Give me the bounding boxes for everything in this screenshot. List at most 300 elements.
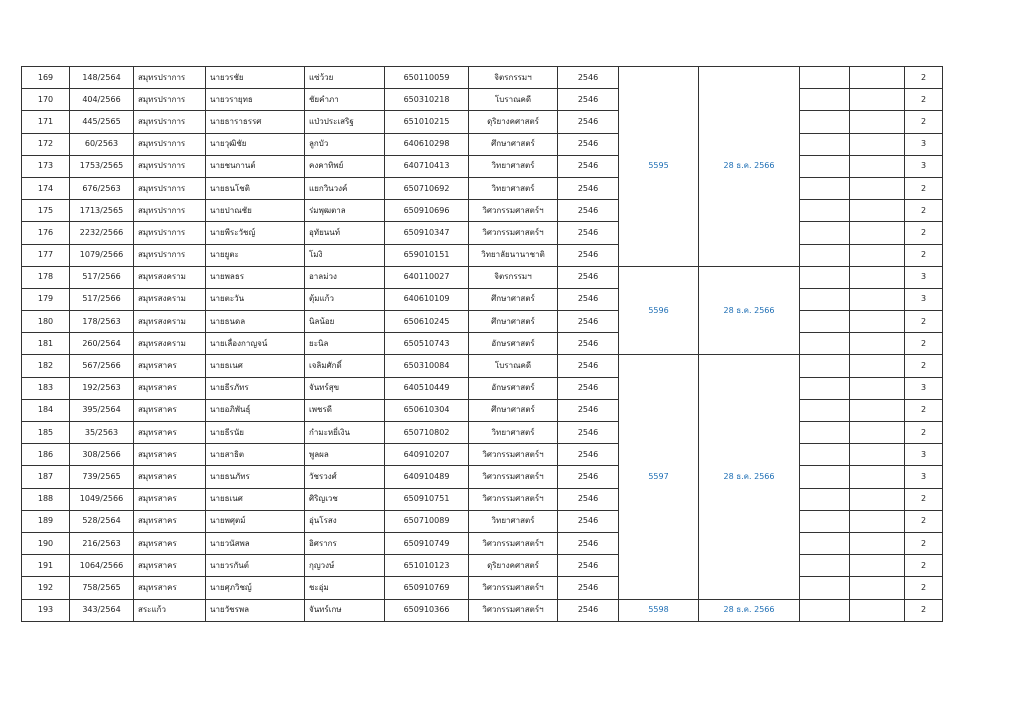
- birth-year-cell: 2546: [558, 599, 619, 621]
- last-name-cell: อุทัยนนท์: [305, 222, 385, 244]
- last-name-cell: นิลน้อย: [305, 311, 385, 333]
- blank-cell-b: [850, 222, 905, 244]
- last-name-cell: พูลผล: [305, 444, 385, 466]
- last-name-cell: ยะนิล: [305, 333, 385, 355]
- last-name-cell: คงคาทิพย์: [305, 155, 385, 177]
- blank-cell-a: [800, 577, 850, 599]
- blank-cell-a: [800, 333, 850, 355]
- province-cell: สมุทรสงคราม: [134, 266, 206, 288]
- reference-number-cell: 1064/2566: [70, 555, 134, 577]
- last-name-cell: โมงิ: [305, 244, 385, 266]
- blank-cell-b: [850, 200, 905, 222]
- batch-number-cell: 5598: [619, 599, 699, 621]
- count-cell: 3: [905, 266, 943, 288]
- province-cell: สมุทรสงคราม: [134, 311, 206, 333]
- province-cell: สมุทรสาคร: [134, 532, 206, 554]
- student-id-cell: 659010151: [385, 244, 469, 266]
- last-name-cell: ร่มพุฒตาล: [305, 200, 385, 222]
- student-id-cell: 650710692: [385, 177, 469, 199]
- count-cell: 2: [905, 599, 943, 621]
- province-cell: สมุทรสาคร: [134, 488, 206, 510]
- birth-year-cell: 2546: [558, 577, 619, 599]
- table-row: [22, 266, 943, 288]
- table-row: [22, 244, 943, 266]
- reference-number-cell: 517/2566: [70, 288, 134, 310]
- batch-number-cell: 5597: [619, 355, 699, 599]
- row-number-cell: 177: [22, 244, 70, 266]
- student-id-cell: 650610245: [385, 311, 469, 333]
- last-name-cell: กำมะหยี่เงิน: [305, 422, 385, 444]
- faculty-cell: ศึกษาศาสตร์: [469, 399, 558, 421]
- count-cell: 2: [905, 532, 943, 554]
- reference-number-cell: 567/2566: [70, 355, 134, 377]
- last-name-cell: ตุ้มแก้ว: [305, 288, 385, 310]
- faculty-cell: วิศวกรรมศาสตร์ฯ: [469, 599, 558, 621]
- row-number-cell: 170: [22, 89, 70, 111]
- last-name-cell: วัชรวงศ์: [305, 466, 385, 488]
- first-name-cell: นายวรายุทธ: [206, 89, 305, 111]
- province-cell: สระแก้ว: [134, 599, 206, 621]
- first-name-cell: นายตะวัน: [206, 288, 305, 310]
- table-row: [22, 155, 943, 177]
- blank-cell-a: [800, 488, 850, 510]
- table-row: [22, 288, 943, 310]
- faculty-cell: ดุริยางคศาสตร์: [469, 555, 558, 577]
- faculty-cell: วิทยาศาสตร์: [469, 177, 558, 199]
- birth-year-cell: 2546: [558, 510, 619, 532]
- province-cell: สมุทรสาคร: [134, 355, 206, 377]
- province-cell: สมุทรสงคราม: [134, 288, 206, 310]
- row-number-cell: 179: [22, 288, 70, 310]
- reference-number-cell: 528/2564: [70, 510, 134, 532]
- blank-cell-b: [850, 355, 905, 377]
- table-row: [22, 532, 943, 554]
- first-name-cell: นายวุฒิชัย: [206, 133, 305, 155]
- row-number-cell: 171: [22, 111, 70, 133]
- faculty-cell: โบราณคดี: [469, 89, 558, 111]
- blank-cell-b: [850, 177, 905, 199]
- reference-number-cell: 1079/2566: [70, 244, 134, 266]
- blank-cell-b: [850, 444, 905, 466]
- first-name-cell: นายวรกันต์: [206, 555, 305, 577]
- count-cell: 3: [905, 377, 943, 399]
- blank-cell-a: [800, 111, 850, 133]
- first-name-cell: นายพีระวัชญ์: [206, 222, 305, 244]
- province-cell: สมุทรสาคร: [134, 466, 206, 488]
- blank-cell-a: [800, 67, 850, 89]
- first-name-cell: นายธีรภัทร: [206, 377, 305, 399]
- batch-date-cell: 28 ธ.ค. 2566: [699, 266, 800, 355]
- first-name-cell: นายวัชรพล: [206, 599, 305, 621]
- row-number-cell: 181: [22, 333, 70, 355]
- blank-cell-b: [850, 244, 905, 266]
- batch-date-cell: 28 ธ.ค. 2566: [699, 355, 800, 599]
- row-number-cell: 188: [22, 488, 70, 510]
- birth-year-cell: 2546: [558, 422, 619, 444]
- province-cell: สมุทรปราการ: [134, 200, 206, 222]
- table-row: [22, 133, 943, 155]
- birth-year-cell: 2546: [558, 532, 619, 554]
- blank-cell-b: [850, 599, 905, 621]
- faculty-cell: วิศวกรรมศาสตร์ฯ: [469, 444, 558, 466]
- reference-number-cell: 404/2566: [70, 89, 134, 111]
- blank-cell-b: [850, 466, 905, 488]
- table-row: [22, 399, 943, 421]
- first-name-cell: นายเลื่องกาญจน์: [206, 333, 305, 355]
- province-cell: สมุทรปราการ: [134, 222, 206, 244]
- first-name-cell: นายธเนศ: [206, 355, 305, 377]
- reference-number-cell: 308/2566: [70, 444, 134, 466]
- province-cell: สมุทรปราการ: [134, 111, 206, 133]
- count-cell: 2: [905, 67, 943, 89]
- birth-year-cell: 2546: [558, 89, 619, 111]
- birth-year-cell: 2546: [558, 155, 619, 177]
- blank-cell-b: [850, 510, 905, 532]
- reference-number-cell: 216/2563: [70, 532, 134, 554]
- last-name-cell: เพชรดี: [305, 399, 385, 421]
- student-id-cell: 650910696: [385, 200, 469, 222]
- reference-number-cell: 192/2563: [70, 377, 134, 399]
- reference-number-cell: 758/2565: [70, 577, 134, 599]
- student-id-cell: 640610298: [385, 133, 469, 155]
- count-cell: 2: [905, 355, 943, 377]
- count-cell: 2: [905, 311, 943, 333]
- count-cell: 3: [905, 444, 943, 466]
- province-cell: สมุทรปราการ: [134, 67, 206, 89]
- blank-cell-a: [800, 244, 850, 266]
- province-cell: สมุทรปราการ: [134, 133, 206, 155]
- batch-date-cell: 28 ธ.ค. 2566: [699, 599, 800, 621]
- last-name-cell: แยกวินวงค์: [305, 177, 385, 199]
- count-cell: 3: [905, 466, 943, 488]
- last-name-cell: ชัยคำภา: [305, 89, 385, 111]
- faculty-cell: อักษรศาสตร์: [469, 333, 558, 355]
- blank-cell-a: [800, 422, 850, 444]
- province-cell: สมุทรปราการ: [134, 89, 206, 111]
- count-cell: 2: [905, 222, 943, 244]
- student-id-cell: 650910749: [385, 532, 469, 554]
- blank-cell-b: [850, 111, 905, 133]
- student-id-cell: 650310218: [385, 89, 469, 111]
- row-number-cell: 172: [22, 133, 70, 155]
- first-name-cell: นายธเนศ: [206, 488, 305, 510]
- row-number-cell: 193: [22, 599, 70, 621]
- birth-year-cell: 2546: [558, 466, 619, 488]
- table-row: [22, 200, 943, 222]
- birth-year-cell: 2546: [558, 288, 619, 310]
- blank-cell-a: [800, 555, 850, 577]
- first-name-cell: นายธาราธรรศ: [206, 111, 305, 133]
- birth-year-cell: 2546: [558, 244, 619, 266]
- row-number-cell: 184: [22, 399, 70, 421]
- reference-number-cell: 2232/2566: [70, 222, 134, 244]
- student-id-cell: 640610109: [385, 288, 469, 310]
- blank-cell-a: [800, 311, 850, 333]
- row-number-cell: 186: [22, 444, 70, 466]
- blank-cell-a: [800, 510, 850, 532]
- blank-cell-a: [800, 222, 850, 244]
- row-number-cell: 187: [22, 466, 70, 488]
- blank-cell-a: [800, 155, 850, 177]
- last-name-cell: กุญวงษ์: [305, 555, 385, 577]
- blank-cell-a: [800, 133, 850, 155]
- province-cell: สมุทรปราการ: [134, 244, 206, 266]
- blank-cell-b: [850, 89, 905, 111]
- blank-cell-b: [850, 133, 905, 155]
- row-number-cell: 175: [22, 200, 70, 222]
- row-number-cell: 192: [22, 577, 70, 599]
- table-row: [22, 466, 943, 488]
- table-row: [22, 355, 943, 377]
- table-row: [22, 599, 943, 621]
- reference-number-cell: 1713/2565: [70, 200, 134, 222]
- blank-cell-b: [850, 377, 905, 399]
- count-cell: 2: [905, 200, 943, 222]
- province-cell: สมุทรปราการ: [134, 177, 206, 199]
- blank-cell-b: [850, 155, 905, 177]
- reference-number-cell: 445/2565: [70, 111, 134, 133]
- birth-year-cell: 2546: [558, 200, 619, 222]
- blank-cell-b: [850, 577, 905, 599]
- row-number-cell: 174: [22, 177, 70, 199]
- first-name-cell: นายศุภวิชญ์: [206, 577, 305, 599]
- blank-cell-a: [800, 200, 850, 222]
- province-cell: สมุทรสาคร: [134, 377, 206, 399]
- count-cell: 3: [905, 288, 943, 310]
- reference-number-cell: 676/2563: [70, 177, 134, 199]
- blank-cell-b: [850, 532, 905, 554]
- batch-date-cell: 28 ธ.ค. 2566: [699, 67, 800, 267]
- blank-cell-b: [850, 266, 905, 288]
- blank-cell-b: [850, 488, 905, 510]
- faculty-cell: ดุริยางคศาสตร์: [469, 111, 558, 133]
- blank-cell-a: [800, 444, 850, 466]
- last-name-cell: อาลม่วง: [305, 266, 385, 288]
- first-name-cell: นายวรชัย: [206, 67, 305, 89]
- student-id-cell: 650910347: [385, 222, 469, 244]
- table-row: [22, 111, 943, 133]
- blank-cell-a: [800, 377, 850, 399]
- row-number-cell: 180: [22, 311, 70, 333]
- first-name-cell: นายยูตะ: [206, 244, 305, 266]
- count-cell: 2: [905, 488, 943, 510]
- birth-year-cell: 2546: [558, 333, 619, 355]
- row-number-cell: 185: [22, 422, 70, 444]
- faculty-cell: วิศวกรรมศาสตร์ฯ: [469, 466, 558, 488]
- student-id-cell: 640910207: [385, 444, 469, 466]
- faculty-cell: วิทยาลัยนานาชาติ: [469, 244, 558, 266]
- table-body: [22, 67, 943, 622]
- table-row: [22, 333, 943, 355]
- student-id-cell: 650910769: [385, 577, 469, 599]
- count-cell: 2: [905, 333, 943, 355]
- first-name-cell: นายอภิพันธุ์: [206, 399, 305, 421]
- student-id-cell: 651010123: [385, 555, 469, 577]
- birth-year-cell: 2546: [558, 444, 619, 466]
- faculty-cell: อักษรศาสตร์: [469, 377, 558, 399]
- reference-number-cell: 739/2565: [70, 466, 134, 488]
- last-name-cell: แป่วประเสริฐ: [305, 111, 385, 133]
- faculty-cell: ศึกษาศาสตร์: [469, 133, 558, 155]
- student-list-table: [21, 66, 943, 622]
- blank-cell-b: [850, 555, 905, 577]
- birth-year-cell: 2546: [558, 311, 619, 333]
- table-row: [22, 577, 943, 599]
- first-name-cell: นายชนกานต์: [206, 155, 305, 177]
- blank-cell-a: [800, 466, 850, 488]
- table-row: [22, 422, 943, 444]
- faculty-cell: วิศวกรรมศาสตร์ฯ: [469, 488, 558, 510]
- reference-number-cell: 178/2563: [70, 311, 134, 333]
- province-cell: สมุทรปราการ: [134, 155, 206, 177]
- faculty-cell: วิทยาศาสตร์: [469, 155, 558, 177]
- faculty-cell: วิศวกรรมศาสตร์ฯ: [469, 222, 558, 244]
- student-id-cell: 650910366: [385, 599, 469, 621]
- faculty-cell: วิทยาศาสตร์: [469, 422, 558, 444]
- row-number-cell: 183: [22, 377, 70, 399]
- first-name-cell: นายปาณชัย: [206, 200, 305, 222]
- student-id-cell: 640510449: [385, 377, 469, 399]
- birth-year-cell: 2546: [558, 266, 619, 288]
- blank-cell-b: [850, 422, 905, 444]
- count-cell: 2: [905, 510, 943, 532]
- count-cell: 2: [905, 244, 943, 266]
- row-number-cell: 182: [22, 355, 70, 377]
- first-name-cell: นายพลธร: [206, 266, 305, 288]
- table-row: [22, 555, 943, 577]
- faculty-cell: วิศวกรรมศาสตร์ฯ: [469, 532, 558, 554]
- table-row: [22, 89, 943, 111]
- row-number-cell: 169: [22, 67, 70, 89]
- faculty-cell: จิตรกรรมฯ: [469, 266, 558, 288]
- first-name-cell: นายธีรนัย: [206, 422, 305, 444]
- count-cell: 2: [905, 177, 943, 199]
- row-number-cell: 189: [22, 510, 70, 532]
- table-row: [22, 177, 943, 199]
- blank-cell-b: [850, 288, 905, 310]
- row-number-cell: 178: [22, 266, 70, 288]
- table-row: [22, 311, 943, 333]
- last-name-cell: จันทร์สุข: [305, 377, 385, 399]
- student-id-cell: 650610304: [385, 399, 469, 421]
- reference-number-cell: 260/2564: [70, 333, 134, 355]
- province-cell: สมุทรสาคร: [134, 444, 206, 466]
- student-id-cell: 650910751: [385, 488, 469, 510]
- blank-cell-a: [800, 399, 850, 421]
- last-name-cell: แซ่ว้วย: [305, 67, 385, 89]
- blank-cell-a: [800, 266, 850, 288]
- row-number-cell: 173: [22, 155, 70, 177]
- reference-number-cell: 343/2564: [70, 599, 134, 621]
- blank-cell-b: [850, 399, 905, 421]
- blank-cell-a: [800, 599, 850, 621]
- count-cell: 2: [905, 555, 943, 577]
- blank-cell-a: [800, 532, 850, 554]
- last-name-cell: ชะอุ่ม: [305, 577, 385, 599]
- student-id-cell: 640910489: [385, 466, 469, 488]
- count-cell: 3: [905, 155, 943, 177]
- count-cell: 2: [905, 111, 943, 133]
- blank-cell-b: [850, 311, 905, 333]
- blank-cell-a: [800, 177, 850, 199]
- first-name-cell: นายสาธิต: [206, 444, 305, 466]
- blank-cell-b: [850, 333, 905, 355]
- student-id-cell: 650110059: [385, 67, 469, 89]
- province-cell: สมุทรสาคร: [134, 555, 206, 577]
- table-row: [22, 67, 943, 89]
- table-row: [22, 222, 943, 244]
- birth-year-cell: 2546: [558, 177, 619, 199]
- student-id-cell: 650310084: [385, 355, 469, 377]
- province-cell: สมุทรสงคราม: [134, 333, 206, 355]
- count-cell: 2: [905, 577, 943, 599]
- student-id-cell: 650510743: [385, 333, 469, 355]
- blank-cell-a: [800, 89, 850, 111]
- birth-year-cell: 2546: [558, 555, 619, 577]
- student-id-cell: 650710089: [385, 510, 469, 532]
- last-name-cell: เจลิมศักดิ์: [305, 355, 385, 377]
- last-name-cell: ศิริญเวช: [305, 488, 385, 510]
- blank-cell-a: [800, 355, 850, 377]
- batch-number-cell: 5596: [619, 266, 699, 355]
- reference-number-cell: 1049/2566: [70, 488, 134, 510]
- row-number-cell: 176: [22, 222, 70, 244]
- birth-year-cell: 2546: [558, 377, 619, 399]
- birth-year-cell: 2546: [558, 355, 619, 377]
- reference-number-cell: 148/2564: [70, 67, 134, 89]
- last-name-cell: จันทร์เกษ: [305, 599, 385, 621]
- last-name-cell: อิศรากร: [305, 532, 385, 554]
- faculty-cell: โบราณคดี: [469, 355, 558, 377]
- birth-year-cell: 2546: [558, 222, 619, 244]
- student-id-cell: 640710413: [385, 155, 469, 177]
- faculty-cell: ศึกษาศาสตร์: [469, 311, 558, 333]
- last-name-cell: อุ่นโรสง: [305, 510, 385, 532]
- birth-year-cell: 2546: [558, 399, 619, 421]
- reference-number-cell: 1753/2565: [70, 155, 134, 177]
- province-cell: สมุทรสาคร: [134, 510, 206, 532]
- table-row: [22, 444, 943, 466]
- last-name-cell: ลูกบัว: [305, 133, 385, 155]
- blank-cell-b: [850, 67, 905, 89]
- faculty-cell: วิทยาศาสตร์: [469, 510, 558, 532]
- birth-year-cell: 2546: [558, 133, 619, 155]
- reference-number-cell: 395/2564: [70, 399, 134, 421]
- faculty-cell: จิตรกรรมฯ: [469, 67, 558, 89]
- reference-number-cell: 517/2566: [70, 266, 134, 288]
- reference-number-cell: 35/2563: [70, 422, 134, 444]
- birth-year-cell: 2546: [558, 67, 619, 89]
- faculty-cell: ศึกษาศาสตร์: [469, 288, 558, 310]
- first-name-cell: นายวนัสพล: [206, 532, 305, 554]
- province-cell: สมุทรสาคร: [134, 577, 206, 599]
- table-row: [22, 377, 943, 399]
- first-name-cell: นายธนภัทร: [206, 466, 305, 488]
- first-name-cell: นายธนโชติ: [206, 177, 305, 199]
- birth-year-cell: 2546: [558, 111, 619, 133]
- student-id-cell: 651010215: [385, 111, 469, 133]
- count-cell: 2: [905, 399, 943, 421]
- row-number-cell: 190: [22, 532, 70, 554]
- table-row: [22, 488, 943, 510]
- count-cell: 2: [905, 89, 943, 111]
- reference-number-cell: 60/2563: [70, 133, 134, 155]
- faculty-cell: วิศวกรรมศาสตร์ฯ: [469, 577, 558, 599]
- first-name-cell: นายธนดล: [206, 311, 305, 333]
- birth-year-cell: 2546: [558, 488, 619, 510]
- province-cell: สมุทรสาคร: [134, 399, 206, 421]
- student-id-cell: 640110027: [385, 266, 469, 288]
